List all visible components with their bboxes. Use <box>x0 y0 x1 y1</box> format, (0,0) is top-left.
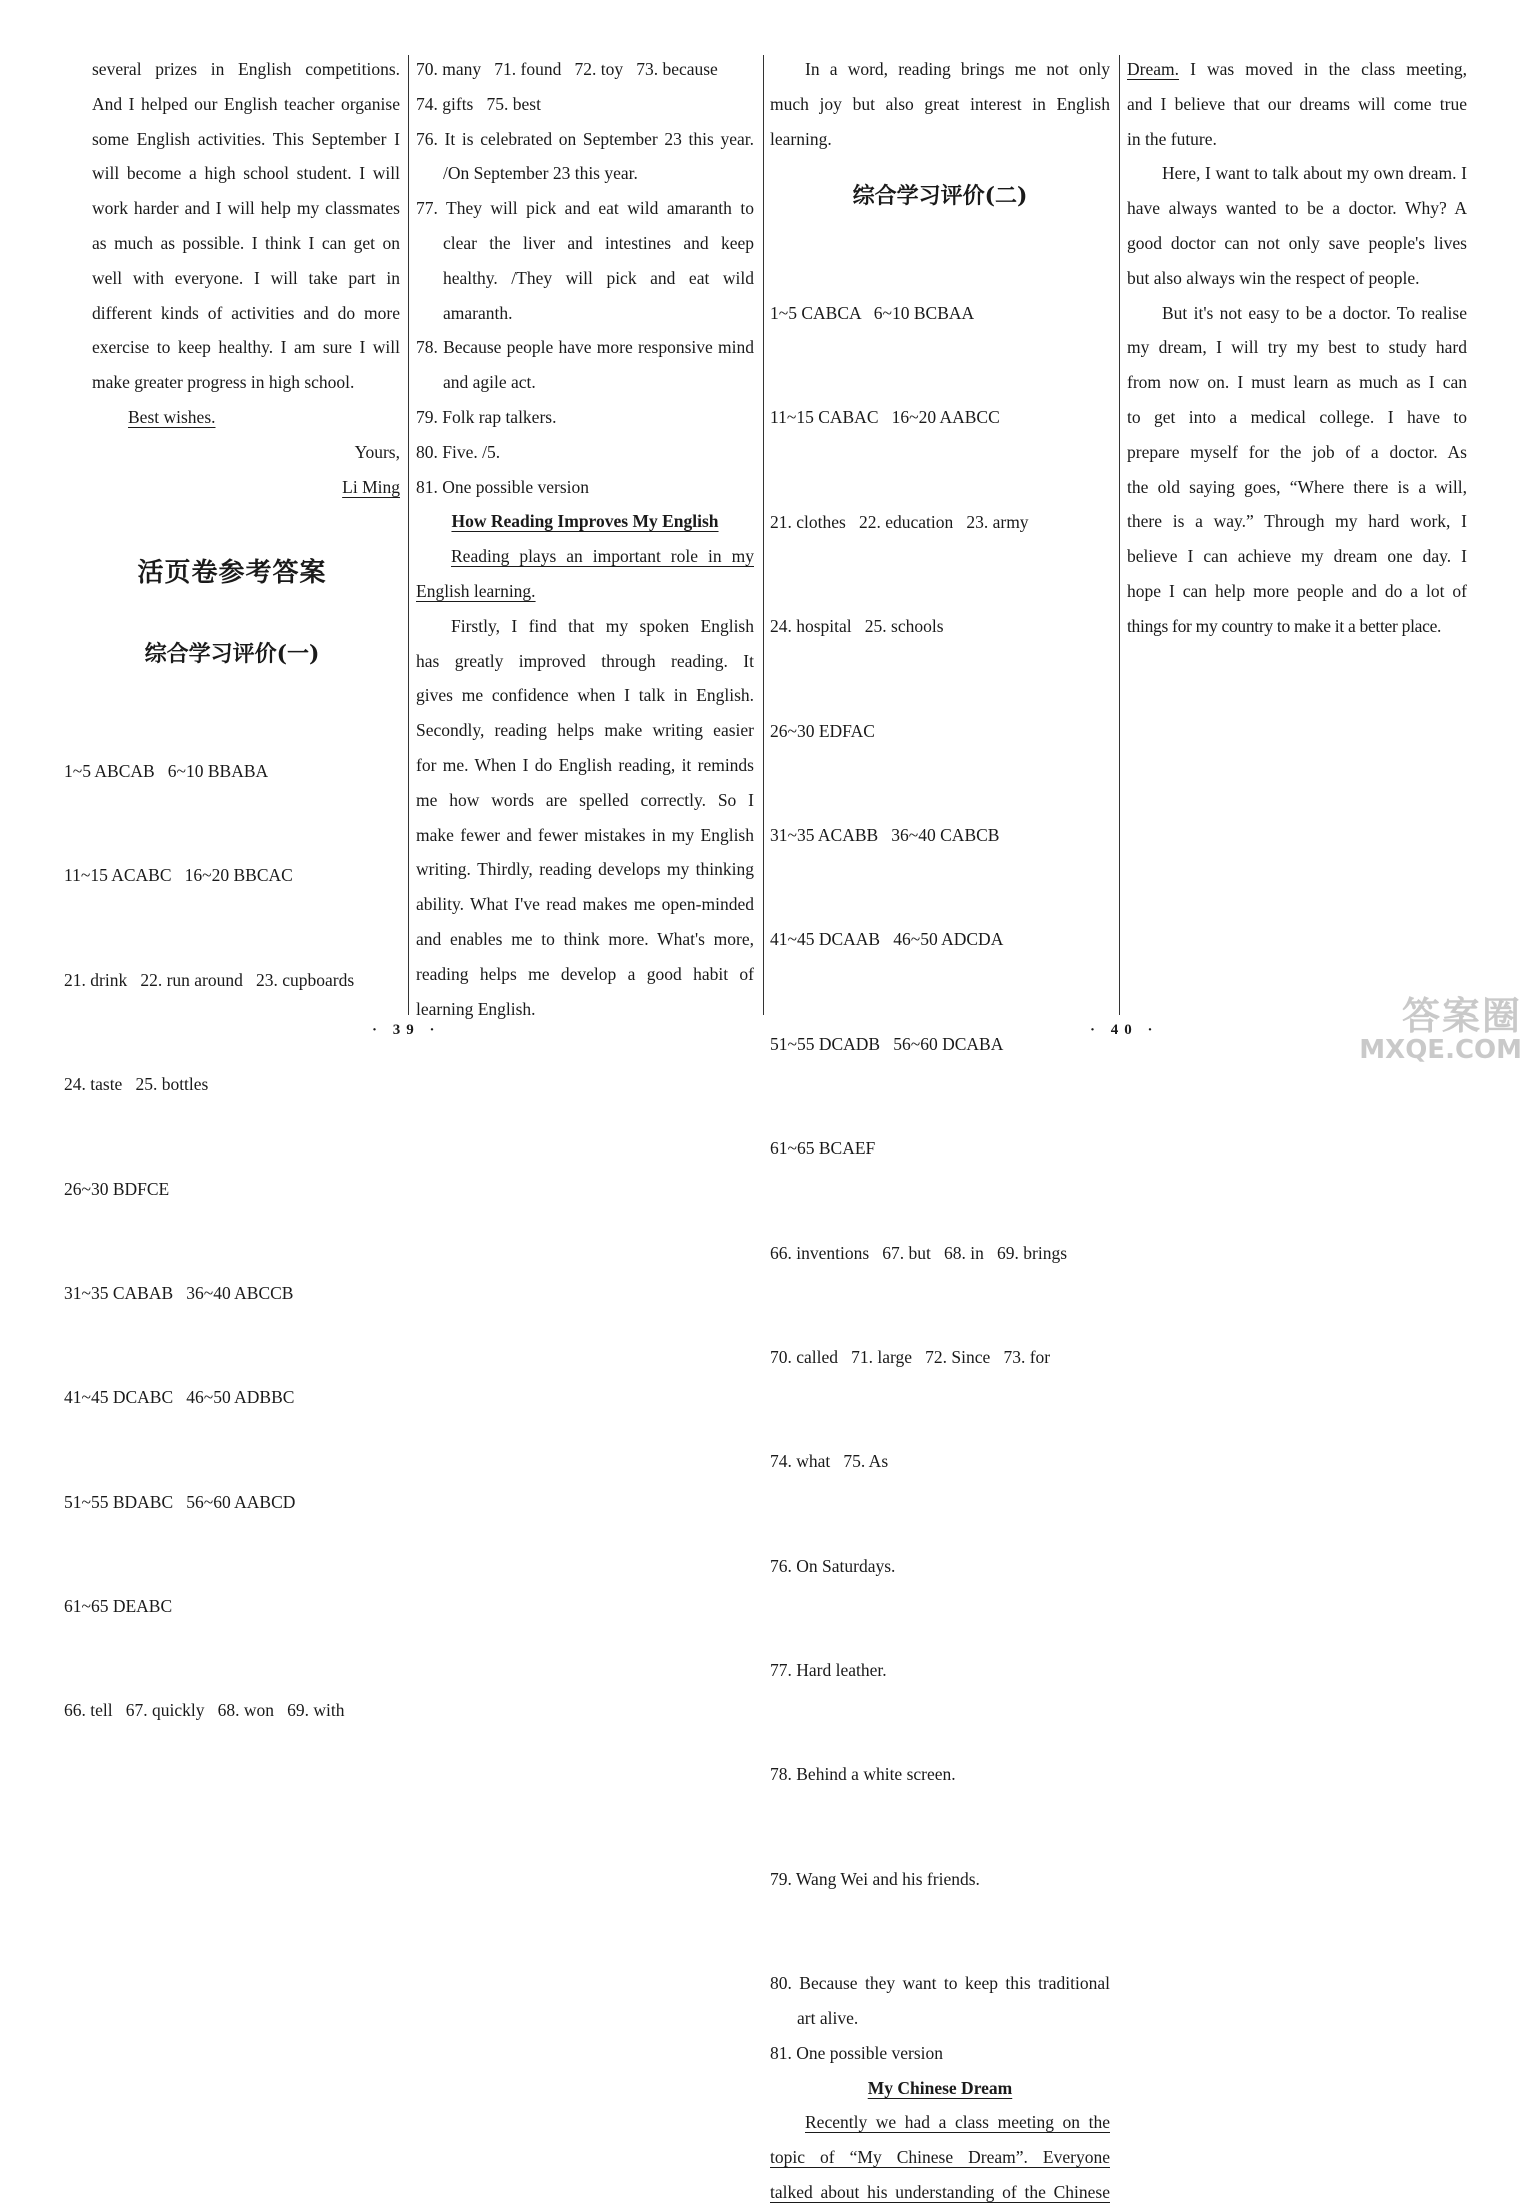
essay-line: prepare myself for the job of a doctor. As <box>1127 441 1467 462</box>
essay-line: for me. When I do English reading, it reminds <box>416 754 754 775</box>
text-line: will become a high school student. I will <box>92 163 400 184</box>
essay-line: but also always win the respect of people. <box>1127 267 1420 288</box>
text-line: In a word, reading brings me not only <box>805 59 1110 79</box>
watermark <box>1359 996 1522 1064</box>
essay-line <box>1127 52 1467 87</box>
essay-line: to get into a medical college. I have to <box>1127 406 1467 427</box>
column-divider <box>408 55 409 1015</box>
answer-line: 31~35 ACABB 36~40 CABCB <box>770 824 1000 845</box>
page-number-right: · 40 · <box>1090 1022 1159 1038</box>
essay-line: there is a way.” Through my hard work, I <box>1127 511 1467 532</box>
essay-line <box>416 574 754 609</box>
answer-list <box>770 226 1110 1966</box>
answer-line: 26~30 EDFAC <box>770 720 875 741</box>
text-line: And I helped our English teacher organise <box>92 93 400 114</box>
page-number-left: · 39 · <box>372 1022 441 1038</box>
essay-line: topic of “My Chinese Dream”. Everyone <box>770 2147 1110 2168</box>
text-line: much joy but also great interest in English <box>770 93 1110 114</box>
essay-line: gives me confidence when I talk in English. <box>416 685 754 706</box>
answer-76: 76. It is celebrated on September 23 this year. /On September 23 this year. <box>416 128 754 184</box>
essay-line: ability. What I've read makes me open-minded <box>416 894 754 915</box>
section-title-2: 综合学习评价(二) <box>852 183 1028 210</box>
essay-line: Recently we had a class meeting on the <box>805 2112 1110 2133</box>
essay-line: the old saying goes, “Where there is a will, <box>1127 476 1467 497</box>
text-line: as much as possible. I think I can get on <box>92 232 400 253</box>
answer-line: 26~30 BDFCE <box>64 1178 170 1199</box>
column-1 <box>64 52 400 1798</box>
answer-81: 81. One possible version <box>770 2042 944 2063</box>
watermark-logo: 答案圈 <box>1401 994 1522 1038</box>
watermark-url: MXQE.COM <box>1359 1035 1522 1065</box>
answer-line: 79. Wang Wei and his friends. <box>770 1868 980 1889</box>
column-2 <box>416 52 754 1026</box>
essay-line: from now on. I must learn as much as I can <box>1127 372 1467 393</box>
essay-line: have always wanted to be a doctor. Why? A <box>1127 198 1467 219</box>
answer-line: 41~45 DCABC 46~50 ADBBC <box>64 1387 295 1408</box>
letter-ending <box>64 52 400 504</box>
essay-line: Reading plays an important role in my <box>451 546 754 567</box>
essay-line: Here, I want to talk about my own dream. I <box>1162 163 1467 184</box>
essay-line: make fewer and fewer mistakes in my English <box>416 824 754 845</box>
closing <box>92 400 400 435</box>
answer-line: 70. many 71. found 72. toy 73. because <box>416 59 718 79</box>
essay-line: things for my country to make it a better place. <box>1127 615 1442 636</box>
answer-line: 61~65 BCAEF <box>770 1138 876 1159</box>
answer-line: 31~35 CABAB 36~40 ABCCB <box>64 1282 294 1303</box>
essay-line: good doctor can not only save people's lives <box>1127 232 1467 253</box>
answer-line: 1~5 CABCA 6~10 BCBAA <box>770 302 975 323</box>
answer-line: 51~55 DCADB 56~60 DCABA <box>770 1033 1004 1054</box>
column-divider <box>763 55 764 1015</box>
main-title: 活页卷参考答案 <box>137 558 327 589</box>
answer-line: 61~65 DEABC <box>64 1596 173 1617</box>
essay-line: believe I can achieve my dream one day. I <box>1127 546 1467 567</box>
answer-line: 74. gifts 75. best <box>416 93 541 114</box>
essay-line-rest: I was moved in the class meeting, <box>1179 59 1467 79</box>
answer-80: 80. Five. /5. <box>416 441 501 462</box>
essay-line-underlined: English learning. <box>416 580 536 601</box>
essay-title: How Reading Improves My English <box>451 511 719 532</box>
essay-line: hope I can help more people and do a lot of <box>1127 580 1467 601</box>
essay-line: writing. Thirdly, reading develops my thinking <box>416 859 754 880</box>
text-line: work harder and I will help my classmates <box>92 198 400 219</box>
essay-line: has greatly improved through reading. It <box>416 650 754 671</box>
answer-line: 76. On Saturdays. <box>770 1555 896 1576</box>
column-divider <box>1119 55 1120 1015</box>
column-4 <box>1127 52 1467 644</box>
answer-line: 77. Hard leather. <box>770 1660 887 1681</box>
text-line: some English activities. This September I <box>92 128 400 149</box>
text-line: several prizes in English competitions. <box>92 59 400 79</box>
sign-off: Yours, <box>354 441 400 462</box>
essay-line: Firstly, I find that my spoken English <box>451 615 754 636</box>
answer-line: 66. tell 67. quickly 68. won 69. with <box>64 1700 345 1721</box>
essay-line: learning English. <box>416 998 536 1019</box>
answer-80: 80. Because they want to keep this traditional art alive. <box>770 1973 1110 2029</box>
answer-line: 78. Behind a white screen. <box>770 1764 956 1785</box>
essay-line: and enables me to think more. What's more, <box>416 928 754 949</box>
answer-list <box>64 684 400 1798</box>
text-line: well with everyone. I will take part in <box>92 267 400 288</box>
answer-line: 41~45 DCAAB 46~50 ADCDA <box>770 929 1004 950</box>
answer-line: 21. drink 22. run around 23. cupboards <box>64 969 355 990</box>
answer-line: 24. hospital 25. schools <box>770 616 944 637</box>
answer-line: 1~5 ABCAB 6~10 BBABA <box>64 760 269 781</box>
essay-line: and I believe that our dreams will come true <box>1127 93 1467 114</box>
answer-line: 51~55 BDABC 56~60 AABCD <box>64 1491 296 1512</box>
answer-line: 70. called 71. large 72. Since 73. for <box>770 1346 1051 1367</box>
signature-name <box>92 470 400 505</box>
closing-text: Best wishes. <box>128 406 216 427</box>
answer-79: 79. Folk rap talkers. <box>416 406 557 427</box>
answer-81: 81. One possible version <box>416 476 590 497</box>
section-title-1: 综合学习评价(一) <box>144 641 320 668</box>
signature-text: Li Ming <box>342 476 400 497</box>
answer-line: 11~15 CABAC 16~20 AABCC <box>770 407 1000 428</box>
essay-line: me how words are spelled correctly. So I <box>416 789 754 810</box>
answer-line: 24. taste 25. bottles <box>64 1074 209 1095</box>
text-line: different kinds of activities and do more <box>92 302 400 323</box>
column-3 <box>770 52 1110 2210</box>
answer-line: 21. clothes 22. education 23. army <box>770 511 1029 532</box>
answer-line: 74. what 75. As <box>770 1451 889 1472</box>
essay-line: But it's not easy to be a doctor. To realise <box>1162 302 1467 323</box>
answer-77: 77. They will pick and eat wild amaranth to clear the liver and intestines and keep healthy. /They will pick and eat wild amaranth. <box>416 198 754 323</box>
essay-line: Secondly, reading helps make writing easier <box>416 720 754 741</box>
essay-line: talked about his understanding of the Chinese <box>770 2182 1110 2203</box>
text-line: learning. <box>770 128 832 149</box>
essay-line: in the future. <box>1127 128 1217 149</box>
text-line: make greater progress in high school. <box>92 372 355 393</box>
essay-line-underlined: Dream. <box>1127 59 1179 79</box>
answer-78: 78. Because people have more responsive mind and agile act. <box>416 337 754 393</box>
text-line: exercise to keep healthy. I am sure I will <box>92 337 400 358</box>
essay-line: reading helps me develop a good habit of <box>416 963 754 984</box>
answer-line: 11~15 ACABC 16~20 BBCAC <box>64 865 293 886</box>
answer-line: 66. inventions 67. but 68. in 69. brings <box>770 1242 1068 1263</box>
essay-line: my dream, I will try my best to study hard <box>1127 337 1467 358</box>
essay-title: My Chinese Dream <box>867 2077 1013 2098</box>
